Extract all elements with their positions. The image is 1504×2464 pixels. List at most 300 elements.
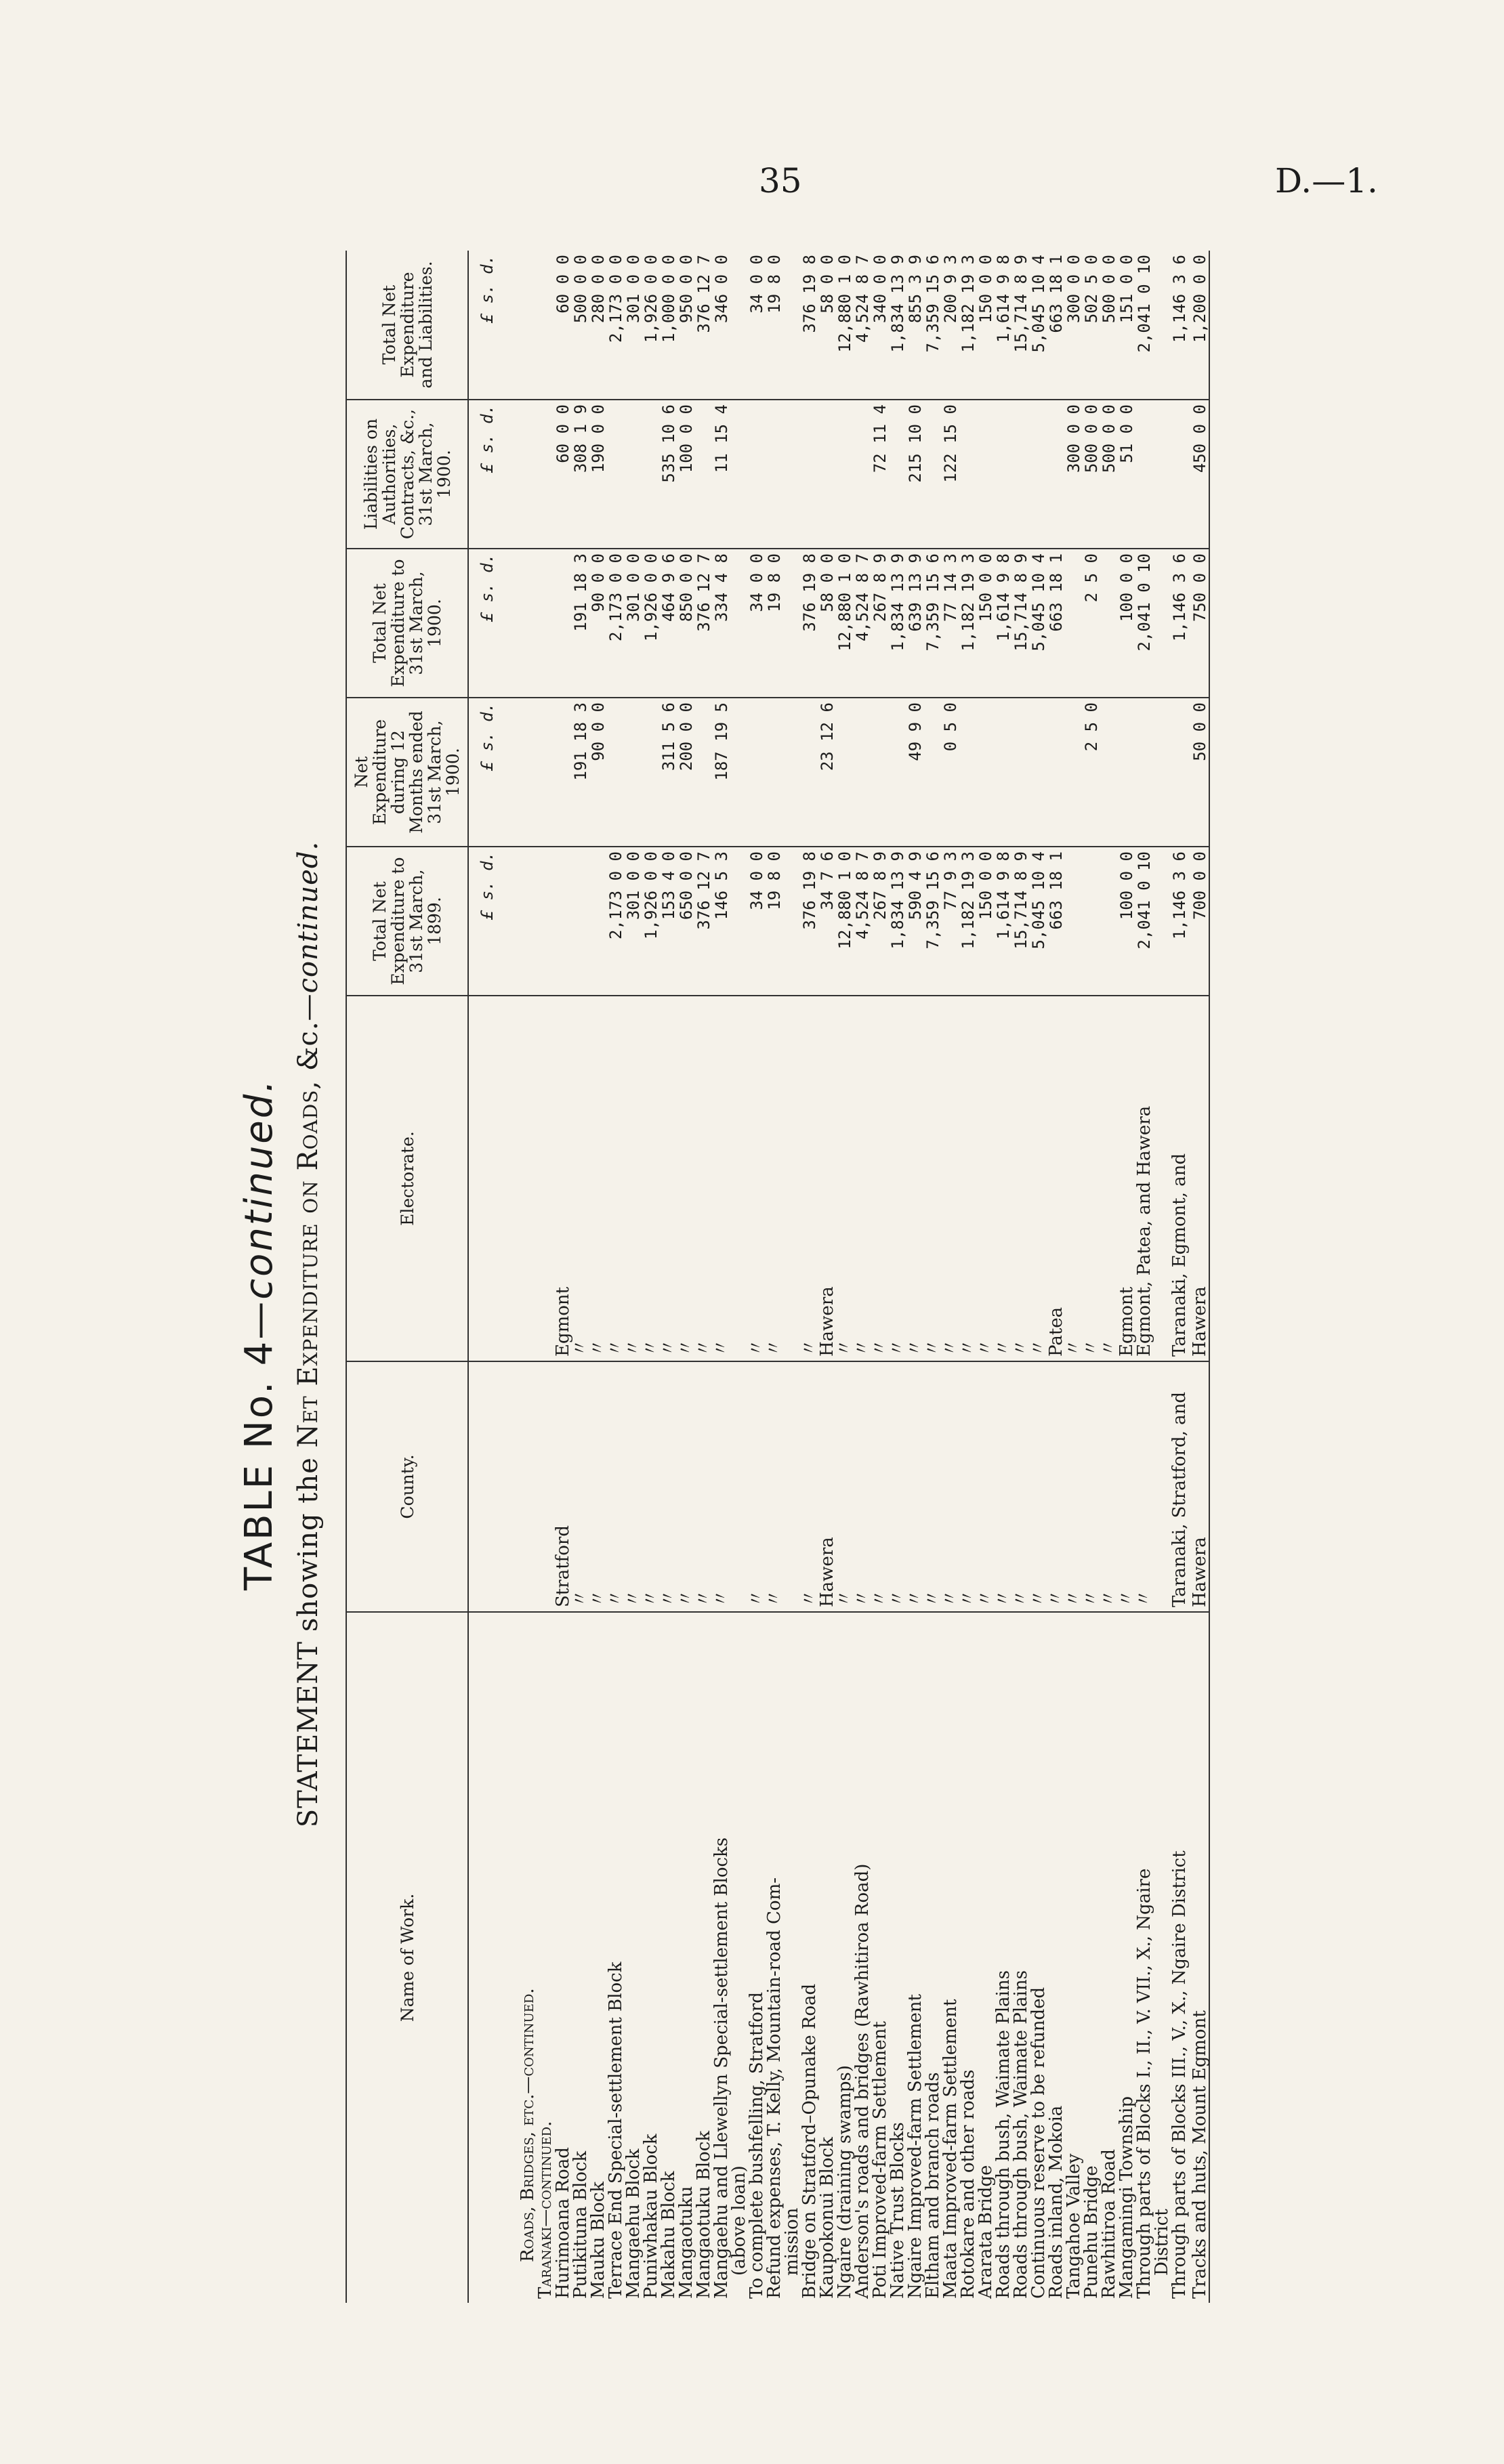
- electorate-cell: Hawera: [1188, 996, 1209, 1361]
- total-1900-cell: 376 12 7: [695, 549, 713, 698]
- total-liabilities-cell: 151 0 0: [1118, 251, 1135, 400]
- work-name-cell: Refund expenses, T. Kelly, Mountain-road Com-: [764, 1877, 785, 2299]
- work-name-cell: Mauku Block: [588, 2181, 608, 2299]
- electorate-cell: 〃: [660, 996, 677, 1361]
- net-1900-cell: [554, 698, 572, 847]
- table-row: [766, 251, 783, 2303]
- expenditure-table: [346, 251, 1210, 2303]
- total-liabilities-cell: 200 9 3: [942, 251, 959, 400]
- county-cell: 〃: [695, 1361, 713, 1612]
- county-cell: 〃: [677, 1361, 695, 1612]
- net-1900-cell: 200 0 0: [677, 698, 695, 847]
- total-1899-cell: 34 7 6: [818, 847, 836, 996]
- total-liabilities-cell: 19 8 0: [766, 251, 783, 400]
- table-label-text: TABLE No. 4—: [237, 1299, 281, 1591]
- electorate-cell: 〃: [589, 996, 607, 1361]
- net-1900-cell: [959, 698, 977, 847]
- county-cell: 〃: [1100, 1361, 1118, 1612]
- county-cell: 〃: [977, 1361, 995, 1612]
- net-1900-cell: [1118, 698, 1135, 847]
- section-blank: [496, 549, 537, 698]
- liabilities-cell: [766, 400, 783, 549]
- county-cell: 〃: [854, 1361, 871, 1612]
- col-header-net-1900: Net Expenditure during 12 Months ended 31st March, 1900.: [346, 698, 468, 847]
- total-liabilities-cell: 663 18 1: [1047, 251, 1065, 400]
- liabilities-cell: 11 15 4: [713, 400, 730, 549]
- liabilities-cell: [695, 400, 713, 549]
- table-row: [677, 251, 695, 2303]
- total-1900-cell: 1,146 3 6: [1171, 549, 1188, 698]
- liabilities-cell: [1047, 400, 1065, 549]
- work-name-cell: Terrace End Special-settlement Block: [606, 1961, 626, 2299]
- work-name-cell: Bridge on Stratford–Opunake Road: [799, 1983, 820, 2299]
- total-1899-cell: 7,359 15 6: [924, 847, 942, 996]
- work-name-cell: Maata Improved-farm Settlement: [940, 1999, 961, 2299]
- liabilities-cell: [607, 400, 625, 549]
- table-row: [942, 251, 959, 2303]
- total-1899-cell: [1065, 847, 1083, 996]
- liabilities-cell: 190 0 0: [589, 400, 607, 549]
- liabilities-cell: 500 0 0: [1100, 400, 1118, 549]
- total-liabilities-cell: 58 0 0: [818, 251, 836, 400]
- electorate-cell: Egmont: [554, 996, 572, 1361]
- total-1900-cell: 1,834 13 9: [889, 549, 906, 698]
- total-1899-cell: 376 12 7: [695, 847, 713, 996]
- total-liabilities-cell: 1,614 9 8: [995, 251, 1012, 400]
- total-liabilities-cell: 150 0 0: [977, 251, 995, 400]
- subsection-blank: [537, 847, 554, 996]
- total-liabilities-cell: 950 0 0: [677, 251, 695, 400]
- county-cell: 〃: [642, 1361, 660, 1612]
- total-liabilities-cell: 1,834 13 9: [889, 251, 906, 400]
- electorate-cell: 〃: [1065, 996, 1083, 1361]
- liabilities-cell: [1171, 400, 1188, 549]
- electorate-cell: Hawera: [818, 996, 836, 1361]
- total-liabilities-cell: 2,173 0 0: [607, 251, 625, 400]
- county-cell: 〃: [766, 1361, 783, 1612]
- total-liabilities-cell: 2,041 0 10: [1135, 251, 1153, 400]
- work-name-cell: Native Trust Blocks: [887, 2122, 908, 2299]
- total-liabilities-cell: 34 0 0: [748, 251, 766, 400]
- net-1900-cell: 0 5 0: [942, 698, 959, 847]
- table-row: [818, 251, 836, 2303]
- total-1899-cell: [554, 847, 572, 996]
- total-1900-cell: 4,524 8 7: [854, 549, 871, 698]
- total-1899-cell: 663 18 1: [1047, 847, 1065, 996]
- net-1900-cell: [695, 698, 713, 847]
- electorate-cell: 〃: [1083, 996, 1100, 1361]
- total-liabilities-cell: 1,182 19 3: [959, 251, 977, 400]
- total-liabilities-cell: 376 19 8: [801, 251, 818, 400]
- units-blank: [468, 996, 496, 1361]
- net-1900-cell: [924, 698, 942, 847]
- net-1900-cell: [1030, 698, 1047, 847]
- electorate-cell: 〃: [924, 996, 942, 1361]
- total-1900-cell: 850 0 0: [677, 549, 695, 698]
- total-1900-cell: 1,182 19 3: [959, 549, 977, 698]
- work-name-cell: Puniwhakau Block: [641, 2133, 661, 2299]
- liabilities-cell: [730, 400, 748, 549]
- table-row: [783, 251, 801, 2303]
- table-row: [695, 251, 713, 2303]
- total-1899-cell: 590 4 9: [906, 847, 924, 996]
- table-row: [836, 251, 854, 2303]
- total-1900-cell: 2 5 0: [1083, 549, 1100, 698]
- total-1900-cell: 7,359 15 6: [924, 549, 942, 698]
- work-name-cell: Roads through bush, Waimate Plains: [993, 1970, 1014, 2299]
- net-1900-cell: [854, 698, 871, 847]
- county-cell: 〃: [625, 1361, 642, 1612]
- work-name-cell: Ngaire (draining swamps): [835, 2065, 855, 2299]
- total-1900-cell: 1,926 0 0: [642, 549, 660, 698]
- county-cell: Hawera: [1188, 1361, 1209, 1612]
- liabilities-cell: 100 0 0: [677, 400, 695, 549]
- total-1900-cell: 267 8 9: [871, 549, 889, 698]
- county-cell: 〃: [607, 1361, 625, 1612]
- total-1899-cell: 1,182 19 3: [959, 847, 977, 996]
- total-1900-cell: 58 0 0: [818, 549, 836, 698]
- electorate-cell: 〃: [1100, 996, 1118, 1361]
- work-name-cell: District: [1152, 2209, 1172, 2276]
- table-row: [1188, 251, 1209, 2303]
- total-1900-cell: 150 0 0: [977, 549, 995, 698]
- liabilities-cell: 300 0 0: [1065, 400, 1083, 549]
- electorate-cell: 〃: [906, 996, 924, 1361]
- net-1900-cell: [783, 698, 801, 847]
- net-1900-cell: [625, 698, 642, 847]
- liabilities-cell: 122 15 0: [942, 400, 959, 549]
- net-1900-cell: [748, 698, 766, 847]
- units-row: [468, 251, 496, 2303]
- total-1900-cell: 376 19 8: [801, 549, 818, 698]
- col-header-county: County.: [346, 1361, 468, 1612]
- work-name-cell: Rawhitiroa Road: [1099, 2149, 1119, 2299]
- electorate-cell: 〃: [854, 996, 871, 1361]
- total-1899-cell: 34 0 0: [748, 847, 766, 996]
- table-row: [1171, 251, 1188, 2303]
- net-1900-cell: 2 5 0: [1083, 698, 1100, 847]
- liabilities-cell: [924, 400, 942, 549]
- total-1900-cell: 639 13 9: [906, 549, 924, 698]
- liabilities-cell: [1153, 400, 1171, 549]
- net-1900-cell: [642, 698, 660, 847]
- table-row: [1012, 251, 1030, 2303]
- county-cell: 〃: [1135, 1361, 1153, 1612]
- liabilities-cell: 51 0 0: [1118, 400, 1135, 549]
- liabilities-cell: [748, 400, 766, 549]
- liabilities-cell: [854, 400, 871, 549]
- liabilities-cell: 72 11 4: [871, 400, 889, 549]
- liabilities-cell: [959, 400, 977, 549]
- electorate-cell: 〃: [977, 996, 995, 1361]
- table-row: [713, 251, 730, 2303]
- total-liabilities-cell: 346 0 0: [713, 251, 730, 400]
- table-caption: [293, 284, 324, 2384]
- net-1900-cell: [871, 698, 889, 847]
- liabilities-cell: [995, 400, 1012, 549]
- liabilities-cell: [1135, 400, 1153, 549]
- total-liabilities-cell: 500 0 0: [572, 251, 589, 400]
- total-1900-cell: 5,045 10 4: [1030, 549, 1047, 698]
- table-row: [801, 251, 818, 2303]
- total-1900-cell: 12,880 1 0: [836, 549, 854, 698]
- table-row: [607, 251, 625, 2303]
- total-liabilities-cell: 60 0 0: [554, 251, 572, 400]
- units-blank: [468, 1612, 496, 2303]
- county-cell: 〃: [942, 1361, 959, 1612]
- table-row: [1030, 251, 1047, 2303]
- table-row: [1083, 251, 1100, 2303]
- total-1900-cell: [554, 549, 572, 698]
- net-1900-cell: 311 5 6: [660, 698, 677, 847]
- col-header-total-liabilities: Total Net Expenditure and Liabilities.: [346, 251, 468, 400]
- work-name-cell: Mangaehu and Llewellyn Special-settlement Blocks: [711, 1837, 732, 2299]
- total-1899-cell: 2,041 0 10: [1135, 847, 1153, 996]
- liabilities-cell: [783, 400, 801, 549]
- subsection-row: [537, 251, 554, 2303]
- electorate-cell: 〃: [695, 996, 713, 1361]
- liabilities-cell: [818, 400, 836, 549]
- page-number: 35: [759, 161, 802, 200]
- work-name-cell: Tracks and huts, Mount Egmont: [1188, 1612, 1209, 2303]
- rotated-table-block: [237, 149, 1504, 2384]
- total-liabilities-cell: [1153, 251, 1171, 400]
- total-1900-cell: 2,173 0 0: [607, 549, 625, 698]
- net-1900-cell: 187 19 5: [713, 698, 730, 847]
- table-row: [854, 251, 871, 2303]
- work-name-cell: (above loan): [729, 2165, 749, 2276]
- subsection-blank: [537, 698, 554, 847]
- county-cell: 〃: [1065, 1361, 1083, 1612]
- header-row: [346, 251, 468, 2303]
- col-header-total-1899: Total Net Expenditure to 31st March, 1899.: [346, 847, 468, 996]
- electorate-cell: [1153, 996, 1171, 1361]
- county-cell: 〃: [889, 1361, 906, 1612]
- total-1900-cell: [783, 549, 801, 698]
- county-cell: Hawera: [818, 1361, 836, 1612]
- electorate-cell: 〃: [1030, 996, 1047, 1361]
- electorate-cell: 〃: [995, 996, 1012, 1361]
- total-1899-cell: [572, 847, 589, 996]
- liabilities-cell: [642, 400, 660, 549]
- county-cell: 〃: [836, 1361, 854, 1612]
- total-1900-cell: 15,714 8 9: [1012, 549, 1030, 698]
- col-header-liabilities: Liabilities on Authorities, Contracts, &c., 31st March, 1900.: [346, 400, 468, 549]
- work-name-cell: Continuous reserve to be refunded: [1028, 1987, 1049, 2299]
- table-row: [572, 251, 589, 2303]
- units-cell: £ s. d.: [468, 549, 496, 698]
- subsection-blank: [537, 996, 554, 1361]
- table-row: [871, 251, 889, 2303]
- caption-mid: , &c.—: [293, 993, 324, 1090]
- liabilities-cell: [1030, 400, 1047, 549]
- total-1899-cell: 1,614 9 8: [995, 847, 1012, 996]
- total-1899-cell: [589, 847, 607, 996]
- county-cell: 〃: [1030, 1361, 1047, 1612]
- total-liabilities-cell: 376 12 7: [695, 251, 713, 400]
- total-liabilities-cell: 5,045 10 4: [1030, 251, 1047, 400]
- total-1899-cell: [730, 847, 748, 996]
- net-1900-cell: 23 12 6: [818, 698, 836, 847]
- liabilities-cell: 60 0 0: [554, 400, 572, 549]
- electorate-cell: 〃: [625, 996, 642, 1361]
- section-blank: [496, 698, 537, 847]
- section-blank: [496, 1361, 537, 1612]
- work-name-cell: Poti Improved-farm Settlement: [870, 2021, 890, 2299]
- caption-pre: STATEMENT showing the: [293, 1447, 324, 1828]
- total-1899-cell: 1,146 3 6: [1171, 847, 1188, 996]
- section-blank: [496, 847, 537, 996]
- total-1900-cell: 2,041 0 10: [1135, 549, 1153, 698]
- table-row: [1135, 251, 1153, 2303]
- units-cell: £ s. d.: [468, 698, 496, 847]
- total-liabilities-cell: 280 0 0: [589, 251, 607, 400]
- total-liabilities-cell: [730, 251, 748, 400]
- total-1900-cell: 334 4 8: [713, 549, 730, 698]
- total-liabilities-cell: 300 0 0: [1065, 251, 1083, 400]
- electorate-cell: Egmont, Patea, and Hawera: [1135, 996, 1153, 1361]
- section-row: [496, 251, 537, 2303]
- col-header-total-1900: Total Net Expenditure to 31st March, 1900.: [346, 549, 468, 698]
- table-row: [906, 251, 924, 2303]
- total-liabilities-cell: 7,359 15 6: [924, 251, 942, 400]
- electorate-cell: 〃: [942, 996, 959, 1361]
- liabilities-cell: 535 10 6: [660, 400, 677, 549]
- work-name-cell: Ararata Bridge: [976, 2165, 996, 2299]
- net-1900-cell: [977, 698, 995, 847]
- work-name-cell: Ngaire Improved-farm Settlement: [905, 1994, 925, 2299]
- table-row: [889, 251, 906, 2303]
- total-liabilities-cell: [783, 251, 801, 400]
- total-1900-cell: 77 14 3: [942, 549, 959, 698]
- table-row: [924, 251, 942, 2303]
- county-cell: 〃: [1118, 1361, 1135, 1612]
- total-1899-cell: 12,880 1 0: [836, 847, 854, 996]
- table-row: [730, 251, 748, 2303]
- total-1899-cell: [1153, 847, 1171, 996]
- county-cell: 〃: [995, 1361, 1012, 1612]
- work-name-cell: Roads through bush, Waimate Plains: [1011, 1970, 1031, 2299]
- electorate-cell: 〃: [748, 996, 766, 1361]
- total-liabilities-cell: 340 0 0: [871, 251, 889, 400]
- table-label-continued: continued.: [237, 1078, 281, 1300]
- total-1899-cell: 700 0 0: [1188, 847, 1209, 996]
- electorate-cell: Egmont: [1118, 996, 1135, 1361]
- subsection-blank: [537, 1361, 554, 1612]
- total-liabilities-cell: 12,880 1 0: [836, 251, 854, 400]
- work-name-cell: Eltham and branch roads: [923, 2072, 943, 2299]
- work-name-cell: Makahu Block: [659, 2171, 679, 2299]
- net-1900-cell: 50 0 0: [1188, 698, 1209, 847]
- units-cell: £ s. d.: [468, 251, 496, 400]
- table-row: [589, 251, 607, 2303]
- county-cell: 〃: [801, 1361, 818, 1612]
- total-1900-cell: 191 18 3: [572, 549, 589, 698]
- county-cell: Taranaki, Stratford, and: [1171, 1361, 1188, 1612]
- liabilities-cell: [1012, 400, 1030, 549]
- work-name-cell: Mangamingi Township: [1116, 2096, 1137, 2299]
- total-liabilities-cell: 1,000 0 0: [660, 251, 677, 400]
- work-name-cell: Roads inland, Mokoia: [1046, 2105, 1066, 2299]
- county-cell: [783, 1361, 801, 1612]
- total-1900-cell: [1100, 549, 1118, 698]
- net-1900-cell: [1153, 698, 1171, 847]
- electorate-cell: 〃: [836, 996, 854, 1361]
- electorate-cell: 〃: [607, 996, 625, 1361]
- total-liabilities-cell: 855 3 9: [906, 251, 924, 400]
- total-1899-cell: 376 19 8: [801, 847, 818, 996]
- units-cell: £ s. d.: [468, 400, 496, 549]
- total-liabilities-cell: 1,200 0 0: [1188, 251, 1209, 400]
- net-1900-cell: [1047, 698, 1065, 847]
- net-1900-cell: [995, 698, 1012, 847]
- total-liabilities-cell: 1,926 0 0: [642, 251, 660, 400]
- net-1900-cell: [801, 698, 818, 847]
- table-label: [237, 284, 281, 2384]
- county-cell: 〃: [748, 1361, 766, 1612]
- total-1899-cell: 1,926 0 0: [642, 847, 660, 996]
- section-title: Roads, Bridges, etc.—continued.: [518, 1988, 538, 2262]
- county-cell: 〃: [871, 1361, 889, 1612]
- electorate-cell: 〃: [713, 996, 730, 1361]
- net-1900-cell: [730, 698, 748, 847]
- units-blank: [468, 1361, 496, 1612]
- county-cell: 〃: [589, 1361, 607, 1612]
- county-cell: 〃: [713, 1361, 730, 1612]
- work-name-cell: Mangaotuku: [676, 2186, 696, 2299]
- electorate-cell: 〃: [889, 996, 906, 1361]
- table-row: [977, 251, 995, 2303]
- liabilities-cell: [625, 400, 642, 549]
- net-1900-cell: [1135, 698, 1153, 847]
- total-1899-cell: 150 0 0: [977, 847, 995, 996]
- county-cell: [730, 1361, 748, 1612]
- table-row: [642, 251, 660, 2303]
- total-liabilities-cell: 500 0 0: [1100, 251, 1118, 400]
- net-1900-cell: [836, 698, 854, 847]
- electorate-cell: 〃: [959, 996, 977, 1361]
- work-name-cell: Hurimoana Road: [553, 2147, 573, 2299]
- table-row: [1065, 251, 1083, 2303]
- net-1900-cell: [766, 698, 783, 847]
- expenditure-table-container: [346, 255, 1210, 2303]
- liabilities-cell: 215 10 0: [906, 400, 924, 549]
- caption-small-caps: Net Expenditure on Roads: [293, 1089, 324, 1448]
- total-1900-cell: [1065, 549, 1083, 698]
- work-name-cell: Rotokare and other roads: [958, 2069, 978, 2299]
- table-row: [1118, 251, 1135, 2303]
- total-1899-cell: 301 0 0: [625, 847, 642, 996]
- net-1900-cell: [1100, 698, 1118, 847]
- work-name-cell: Tangahoe Valley: [1064, 2153, 1084, 2299]
- county-cell: Stratford: [554, 1361, 572, 1612]
- liabilities-cell: 500 0 0: [1083, 400, 1100, 549]
- liabilities-cell: [977, 400, 995, 549]
- total-1900-cell: 34 0 0: [748, 549, 766, 698]
- liabilities-cell: 308 1 9: [572, 400, 589, 549]
- total-1900-cell: [1153, 549, 1171, 698]
- subsection-blank: [537, 400, 554, 549]
- subsection-blank: [537, 549, 554, 698]
- work-name-cell: Mangaehu Block: [623, 2148, 644, 2299]
- work-name-cell: Anderson's roads and bridges (Rawhitiroa Road): [852, 1863, 873, 2299]
- total-1899-cell: 77 9 3: [942, 847, 959, 996]
- table-row: [995, 251, 1012, 2303]
- electorate-cell: 〃: [1012, 996, 1030, 1361]
- county-cell: 〃: [572, 1361, 589, 1612]
- county-cell: 〃: [1012, 1361, 1030, 1612]
- table-row: [554, 251, 572, 2303]
